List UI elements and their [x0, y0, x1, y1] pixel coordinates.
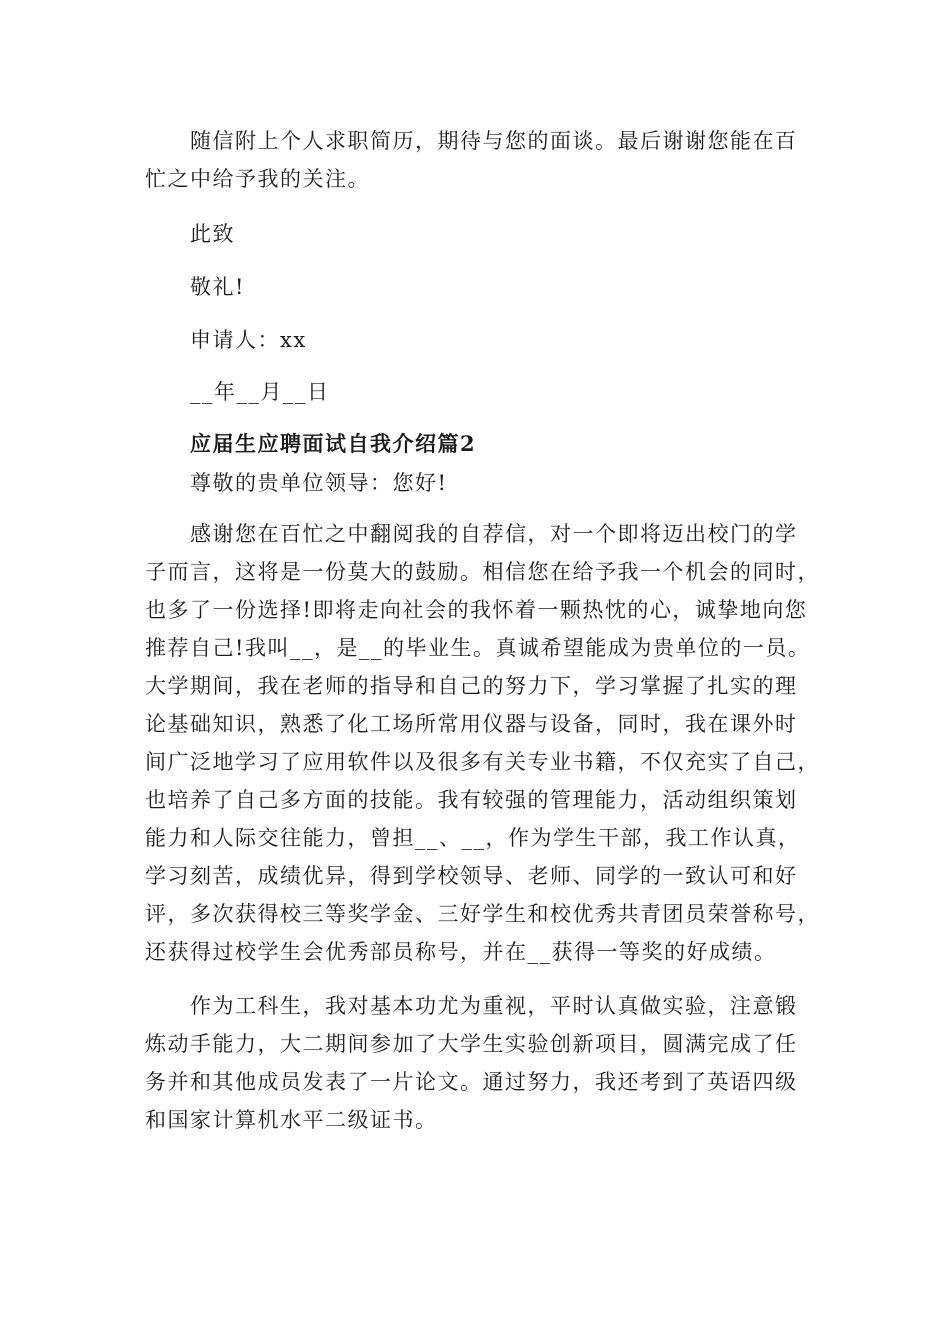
paragraph-2-line: 作为工科生，我对基本功尤为重视，平时认真做实验，注意锻: [190, 994, 798, 1018]
paragraph-1-line: 论基础知识，熟悉了化工场所常用仪器与设备，同时，我在课外时: [145, 712, 798, 736]
section-title: 应届生应聘面试自我介绍篇2: [190, 431, 477, 456]
paragraph-1-line: 也培养了自己多方面的技能。我有较强的管理能力，活动组织策划: [145, 788, 798, 812]
paragraph-1-line: 感谢您在百忙之中翻阅我的自荐信，对一个即将迈出校门的学: [190, 522, 798, 546]
paragraph-2-line: 和国家计算机水平二级证书。: [145, 1108, 438, 1132]
greeting: 尊敬的贵单位领导：您好!: [190, 471, 448, 495]
closing-paragraph-line-2: 忙之中给予我的关注。: [145, 167, 370, 191]
paragraph-1-line: 子而言，这将是一份莫大的鼓励。相信您在给予我一个机会的同时，: [145, 560, 820, 584]
paragraph-2-line: 炼动手能力，大二期间参加了大学生实验创新项目，圆满完成了任: [145, 1032, 798, 1056]
paragraph-1-line: 能力和人际交往能力，曾担__、__，作为学生干部，我工作认真，: [145, 826, 801, 850]
salutation-line-2: 敬礼!: [190, 275, 245, 299]
paragraph-1-line: 大学期间，我在老师的指导和自己的努力下，学习掌握了扎实的理: [145, 674, 798, 698]
paragraph-1-line: 评，多次获得校三等奖学金、三好学生和校优秀共青团员荣誉称号，: [145, 902, 820, 926]
paragraph-1-line: 推荐自己!我叫__，是__的毕业生。真诚希望能成为贵单位的一员。: [145, 636, 811, 660]
closing-paragraph-line-1: 随信附上个人求职简历，期待与您的面谈。最后谢谢您能在百: [190, 129, 798, 153]
salutation-line-1: 此致: [190, 222, 235, 246]
paragraph-1-line: 还获得过校学生会优秀部员称号，并在__获得一等奖的好成绩。: [145, 940, 777, 964]
applicant-signature: 申请人：xx: [190, 328, 307, 352]
paragraph-1-line: 学习刻苦，成绩优异，得到学校领导、老师、同学的一致认可和好: [145, 864, 798, 888]
closing-paragraph: [145, 122, 805, 276]
paragraph-2-line: 务并和其他成员发表了一片论文。通过努力，我还考到了英语四级: [145, 1070, 798, 1094]
date-line: __年__月__日: [190, 380, 330, 404]
paragraph-1-line: 间广泛地学习了应用软件以及很多有关专业书籍，不仅充实了自己，: [145, 750, 820, 774]
paragraph-1-line: 也多了一份选择!即将走向社会的我怀着一颗热忱的心，诚挚地向您: [145, 598, 808, 622]
